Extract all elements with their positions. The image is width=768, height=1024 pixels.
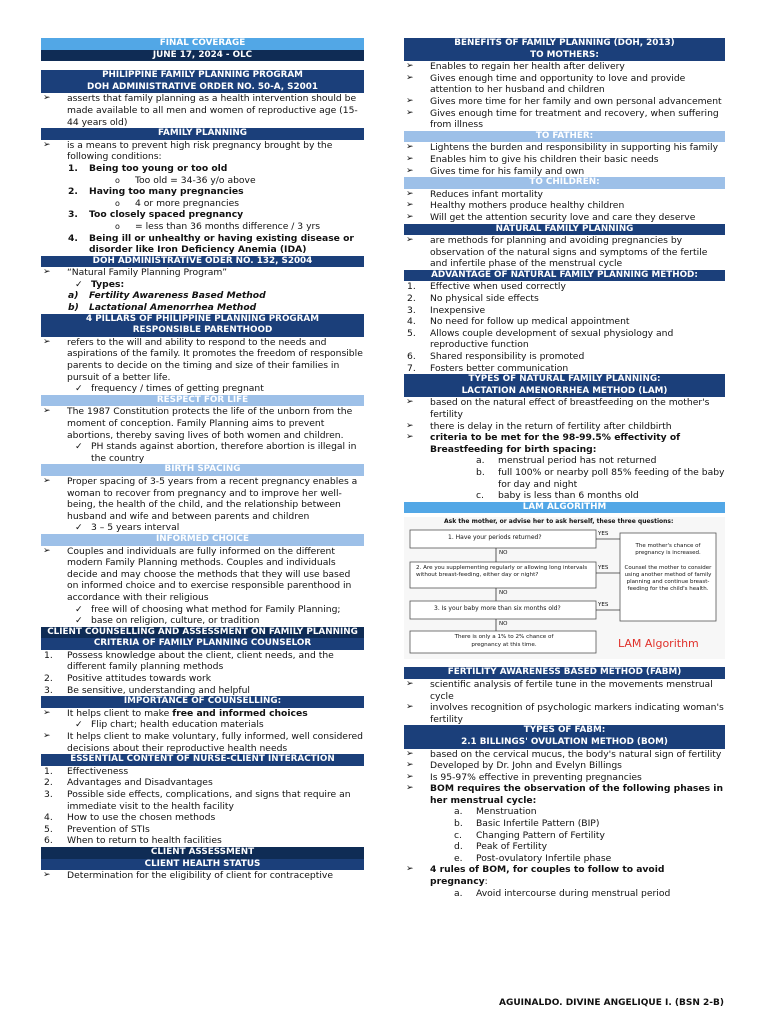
criteria-2: 2. Positive attitudes towards work <box>44 673 212 685</box>
algo-q2: 2. Are you supplementing regularly or allowing long intervals without breast-feeding, either day or night? <box>416 565 588 579</box>
family-planning-heading: FAMILY PLANNING <box>41 128 364 140</box>
type-b: b) Lactational Amenorrhea Method <box>68 302 257 314</box>
fabm-1: ➢ scientific analysis of fertile tune in the movements menstrual cycle <box>404 679 725 702</box>
bom-4: ➢ BOM requires the observation of the following phases in her menstrual cycle: <box>404 783 725 806</box>
lam-2: ➢ there is delay in the return of fertility after childbirth <box>404 421 725 433</box>
phase-d: d. Peak of Fertility <box>454 841 548 853</box>
mother-2: ➢ Gives enough time and opportunity to love and provide attention to her husband and children <box>404 73 725 96</box>
type-a: a) Fertility Awareness Based Method <box>68 290 266 302</box>
criteria-heading: CRITERIA OF FAMILY PLANNING COUNSELOR <box>41 638 364 650</box>
phase-b: b. Basic Infertile Pattern (BIP) <box>454 818 600 830</box>
ec-2: 2. Advantages and Disadvantages <box>44 777 213 789</box>
chs-text: ➢ Determination for the eligibility of client for contraceptive <box>41 870 364 882</box>
condition-2: 2. Having too many pregnancies <box>68 186 244 198</box>
algo-yes-2: YES <box>598 565 609 572</box>
lam-3: ➢ criteria to be met for the 98-99.5% effectivity of Breastfeeding for birth spacing: <box>404 432 725 455</box>
bom-3: ➢ Is 95-97% effective in preventing pregnancies <box>404 772 725 784</box>
algo-q3: 3. Is your baby more than six months old? <box>434 605 561 613</box>
right-column <box>404 38 725 899</box>
adv-2: 2. No physical side effects <box>407 293 539 305</box>
mother-3: ➢ Gives more time for her family and own personal advancement <box>404 96 725 108</box>
lam-3c: c. baby is less than 6 months old <box>476 490 639 502</box>
algo-side-2: Counsel the mother to consider using another method of family planning and continue breast-feeding for the child's health. <box>624 565 712 593</box>
importance-1-check: ✓ Flip chart; health education materials <box>41 719 364 731</box>
lam-algorithm-heading: LAM ALGORITHM <box>404 502 725 514</box>
algo-no-1: NO <box>499 550 508 557</box>
father-1: ➢ Lightens the burden and responsibility in supporting his family <box>404 142 725 154</box>
condition-2a: o 4 or more pregnancies <box>41 198 364 210</box>
algo-intro: Ask the mother, or advise her to ask herself, these three questions: <box>444 518 674 526</box>
importance-2: ➢ It helps client to make voluntary, fully informed, well considered decisions about their reproductive health needs <box>41 731 364 754</box>
nfp-text: ➢ are methods for planning and avoiding pregnancies by observation of the natural signs and symptoms of the fertile and infertile phase of the menstrual cycle <box>404 235 725 270</box>
rfl-check: ✓ PH stands against abortion, therefore abortion is illegal in the country <box>41 441 364 464</box>
adv-7: 7. Fosters better communication <box>407 362 569 374</box>
types-fabm-heading: TYPES OF FABM: <box>404 725 725 737</box>
benefits-heading: BENEFITS OF FAMILY PLANNING (DOH, 2013) <box>404 38 725 50</box>
lam-heading: LACTATION AMENORRHEA METHOD (LAM) <box>404 386 725 398</box>
ic-check-2: ✓ base on religion, culture, or tradition <box>41 615 364 627</box>
adv-1: 1. Effective when used correctly <box>407 281 566 293</box>
ec-5: 5. Prevention of STIs <box>44 823 150 835</box>
ec-1: 1. Effectiveness <box>44 765 129 777</box>
doh132-heading: DOH ADMINISTRATIVE ODER NO. 132, S2004 <box>41 256 364 268</box>
father-2: ➢ Enables him to give his children their basic needs <box>404 154 725 166</box>
bom-heading: 2.1 BILLINGS' OVULATION METHOD (BOM) <box>404 737 725 749</box>
importance-1: ➢ It helps client to make free and informed choices <box>41 708 364 720</box>
informed-choice-heading: INFORMED CHOICE <box>41 534 364 546</box>
adv-3: 3. Inexpensive <box>407 304 486 316</box>
criteria-1: 1. Possess knowledge about the client, client needs, and the different family planning methods <box>44 649 334 673</box>
lam-3a: a. menstrual period has not returned <box>476 455 657 467</box>
algo-yes-1: YES <box>598 531 609 538</box>
nfp-heading: NATURAL FAMILY PLANNING <box>404 224 725 236</box>
fabm-heading: FERTILITY AWARENESS BASED METHOD (FABM) <box>404 667 725 679</box>
algo-bottom: There is only a 1% to 2% chance of pregnancy at this time. <box>454 634 554 648</box>
algo-yes-3: YES <box>598 602 609 609</box>
program-heading: PHILIPPINE FAMILY PLANNING PROGRAM <box>41 70 364 82</box>
nfpp-text: ➢ “Natural Family Planning Program” <box>41 267 364 279</box>
to-father-heading: TO FATHER: <box>404 131 725 143</box>
bom-1: ➢ based on the cervical mucus, the body's natural sign of fertility <box>404 749 725 761</box>
essential-content-heading: ESSENTIAL CONTENT OF NURSE-CLIENT INTERACTION <box>41 754 364 766</box>
father-3: ➢ Gives time for his family and own <box>404 166 725 178</box>
ic-text: ➢ Couples and individuals are fully informed on the different modern Family Planning methods. Couples and individuals decide and may choose the methods that they will use based on informed choice and to exercise responsible parenthood in accordance with their religious <box>41 546 364 604</box>
advantage-heading: ADVANTAGE OF NATURAL FAMILY PLANNING METHOD: <box>404 270 725 282</box>
condition-1a: o Too old = 34-36 y/o above <box>41 175 364 187</box>
algo-side-1: The mother's chance of pregnancy is increased. <box>635 543 701 557</box>
adv-5: 5. Allows couple development of sexual physiology and reproductive function <box>407 327 674 351</box>
doh50-heading: DOH ADMINISTRATIVE ORDER NO. 50-A, S2001 <box>41 82 364 94</box>
children-1: ➢ Reduces infant mortality <box>404 189 725 201</box>
adv-6: 6. Shared responsibility is promoted <box>407 351 585 363</box>
fabm-2: ➢ involves recognition of psychologic markers indicating woman's fertility <box>404 702 725 725</box>
types-nfp-heading: TYPES OF NATURAL FAMILY PLANNING: <box>404 374 725 386</box>
phase-a: a. Menstruation <box>454 806 537 818</box>
condition-1: 1. Being too young or too old <box>68 162 228 174</box>
bs-text: ➢ Proper spacing of 3-5 years from a recent pregnancy enables a woman to recover from pregnancy and to improve her well-being, the health of the child, and the relationship between husband and wife and between parents and children <box>41 476 364 522</box>
condition-3: 3. Too closely spaced pregnancy <box>68 209 244 221</box>
children-2: ➢ Healthy mothers produce healthy children <box>404 200 725 212</box>
birth-spacing-heading: BIRTH SPACING <box>41 464 364 476</box>
adv-4: 4. No need for follow up medical appointment <box>407 316 630 328</box>
bom-5: ➢ 4 rules of BOM, for couples to follow to avoid pregnancy: <box>404 864 725 887</box>
algo-no-2: NO <box>499 590 508 597</box>
criteria-3: 3. Be sensitive, understanding and helpful <box>44 684 250 696</box>
rfl-text: ➢ The 1987 Constitution protects the life of the unborn from the moment of conception. Family Planning aims to prevent abortions, thereby saving lives of both women and children. <box>41 406 364 441</box>
mother-1: ➢ Enables to regain her health after delivery <box>404 61 725 73</box>
rule-a: a. Avoid intercourse during menstrual period <box>454 887 671 899</box>
date-heading: JUNE 17, 2024 - OLC <box>41 50 364 62</box>
doh50-text: ➢ asserts that family planning as a health intervention should be made available to all men and women of reproductive age (15-44 years old) <box>41 93 364 128</box>
bom-2: ➢ Developed by Dr. John and Evelyn Billings <box>404 760 725 772</box>
ec-3: 3. Possible side effects, complications, and signs that require an immediate visit to the health facility <box>44 789 351 812</box>
condition-3a: o = less than 36 months difference / 3 yrs <box>41 221 364 233</box>
ec-6: 6. When to return to health facilities <box>44 835 222 847</box>
lam-1: ➢ based on the natural effect of breastfeeding on the mother's fertility <box>404 397 725 420</box>
author-footer: AGUINALDO. DIVINE ANGELIQUE I. (BSN 2-B) <box>498 998 724 1008</box>
phase-e: e. Post-ovulatory Infertile phase <box>454 852 612 864</box>
ic-check-1: ✓ free will of choosing what method for Family Planning; <box>41 604 364 616</box>
responsible-parenthood-heading: RESPONSIBLE PARENTHOOD <box>41 325 364 337</box>
rp-text: ➢ refers to the will and ability to respond to the needs and aspirations of the family. It promotes the freedom of responsible parents to decide on the timing and size of their families in pursuit of a better life. <box>41 337 364 383</box>
to-mothers-heading: TO MOTHERS: <box>404 50 725 62</box>
client-health-status-heading: CLIENT HEALTH STATUS <box>41 859 364 871</box>
lam-algorithm-diagram <box>404 517 725 659</box>
lam-3b: b. full 100% or nearby poll 85% feeding of the baby for day and night <box>476 466 725 490</box>
algo-q1: 1. Have your periods returned? <box>448 534 542 542</box>
to-children-heading: TO CHILDREN: <box>404 177 725 189</box>
fp-text: ➢ is a means to prevent high risk pregnancy brought by the following conditions: <box>41 140 364 163</box>
mother-4: ➢ Gives enough time for treatment and recovery, when suffering from illness <box>404 108 725 131</box>
client-counselling-heading: CLIENT COUNSELLING AND ASSESSMENT ON FAMILY PLANNING <box>41 627 364 639</box>
types-label: ✓ Types: <box>41 279 364 291</box>
respect-for-life-heading: RESPECT FOR LIFE <box>41 395 364 407</box>
algo-no-3: NO <box>499 621 508 628</box>
phase-c: c. Changing Pattern of Fertility <box>454 829 605 841</box>
rp-check: ✓ frequency / times of getting pregnant <box>41 383 364 395</box>
algo-label: LAM Algorithm <box>618 637 699 651</box>
final-coverage-heading: FINAL COVERAGE <box>41 38 364 50</box>
condition-4: 4. Being ill or unhealthy or having existing disease or disorder like Iron Deficiency Anemia (IDA) <box>68 232 354 256</box>
importance-heading: IMPORTANCE OF COUNSELLING: <box>41 696 364 708</box>
ec-4: 4. How to use the chosen methods <box>44 812 216 824</box>
pillars-heading: 4 PILLARS OF PHILIPPINE PLANNING PROGRAM <box>41 314 364 326</box>
children-3: ➢ Will get the attention security love and care they deserve <box>404 212 725 224</box>
bs-check: ✓ 3 – 5 years interval <box>41 522 364 534</box>
client-assessment-heading: CLIENT ASSESSMENT <box>41 847 364 859</box>
left-column <box>41 38 364 882</box>
